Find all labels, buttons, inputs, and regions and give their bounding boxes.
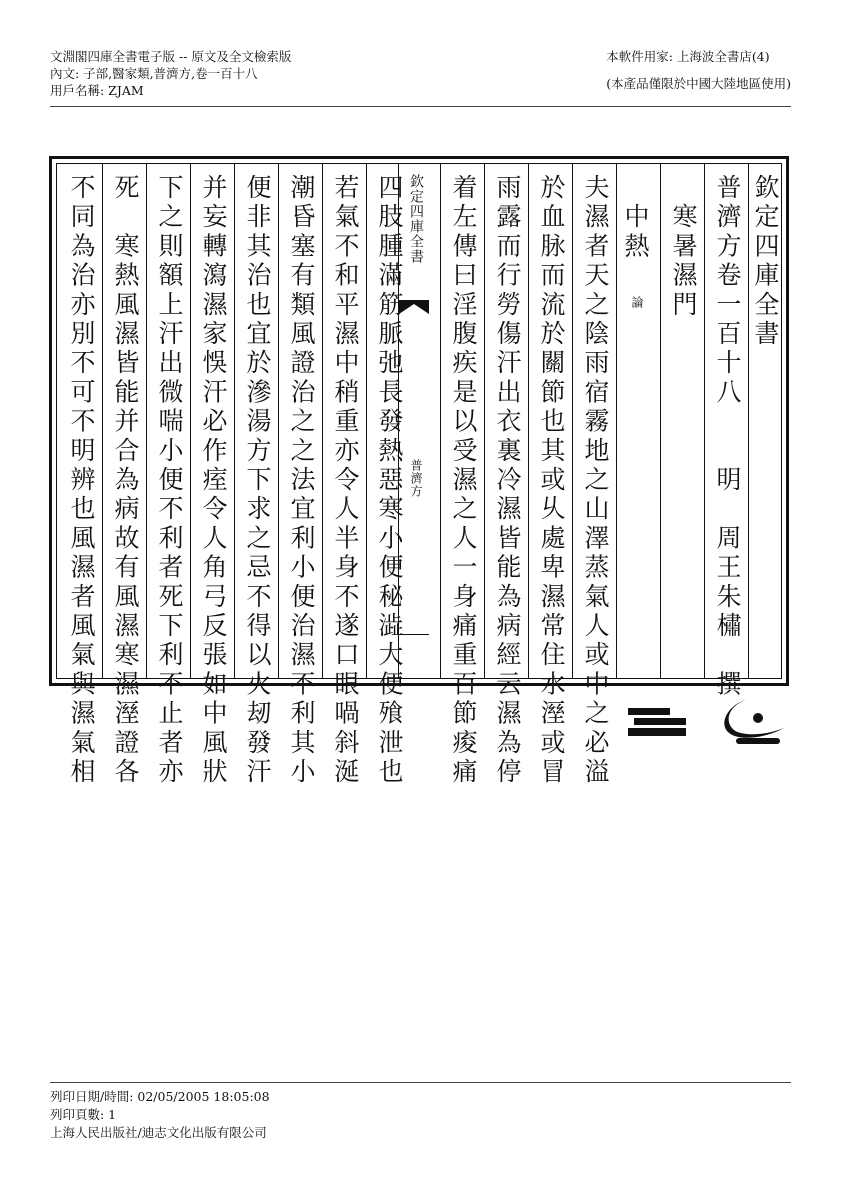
header-left (50, 48, 291, 99)
header-region-note: (本產品僅限於中國大陸地區使用) (606, 76, 791, 91)
text-column: 潮昏塞有類風證治之之法宜利小便治濕不利其小 (278, 164, 311, 678)
text-column: 并妄轉瀉濕家悞汗必作痓令人角弓反張如中風狀 (190, 164, 223, 678)
header-edition: 文淵閣四庫全書電子版 -- 原文及全文檢索版 (50, 49, 292, 64)
header-content-path: 內文: 子部,醫家類,普濟方,卷一百十八 (50, 66, 258, 81)
book-page (49, 156, 789, 788)
text-column: 夫濕者天之陰雨宿霧地之山澤蒸氣人或中之必溢 (572, 164, 605, 678)
text-column: 下之則額上汗出微喘小便不利者死下利不止者亦 (146, 164, 179, 678)
note-label: 論 (630, 296, 644, 313)
text-column: 便非其治也宜於滲湯方下求之忌不得以火刼發汗 (234, 164, 267, 678)
header-licensee: 本軟件用家: 上海波全書店(4) (606, 49, 770, 64)
text-column: 普濟方卷一百十八 明 周王朱橚 撰 (704, 164, 737, 678)
footer (50, 1088, 270, 1142)
text-column: 四肢腫滿筋脈弛長發熱惡寒小便秘澁大便飱泄也 (366, 164, 399, 678)
print-page-count: 列印頁數: 1 (50, 1107, 117, 1122)
header-username: 用戶名稱: ZJAM (50, 83, 144, 98)
spine-book-title: 欽定四庫全書 (408, 174, 424, 264)
print-datetime: 列印日期/時間: 02/05/2005 18:05:08 (50, 1089, 270, 1104)
book-page-inner (56, 163, 782, 788)
text-column: 於血脉而流於關節也其或乆處卑濕常住水溼或冒 (528, 164, 561, 678)
spine-work-title: 普濟方 (409, 459, 423, 498)
header-divider (50, 106, 791, 107)
text-column: 不同為治亦別不可不明辨也風濕者風氣與濕氣相 (67, 174, 96, 788)
text-column: 中熱 論 (616, 164, 649, 678)
text-column: 若氣不和平濕中稍重亦令人半身不遂口眼喎斜涎 (322, 164, 355, 678)
publisher-credit: 上海人民出版社/迪志文化出版有限公司 (50, 1125, 267, 1140)
text-column: 雨露而行勞傷汗出衣裏冷濕皆能為病經云濕為停 (484, 164, 517, 678)
publisher-logo-icon (626, 694, 796, 754)
text-column: 着左傳曰淫腹疾是以受濕之人一身痛重百節痠痛 (440, 164, 473, 678)
text-column: 寒暑濕門 (660, 164, 693, 678)
text-column: 死 寒熱風濕皆能并合為病故有風濕寒濕溼證各 (102, 164, 135, 678)
footer-divider (50, 1082, 791, 1083)
header-right (606, 48, 791, 92)
text-column: 欽定四庫全書 (748, 164, 781, 678)
